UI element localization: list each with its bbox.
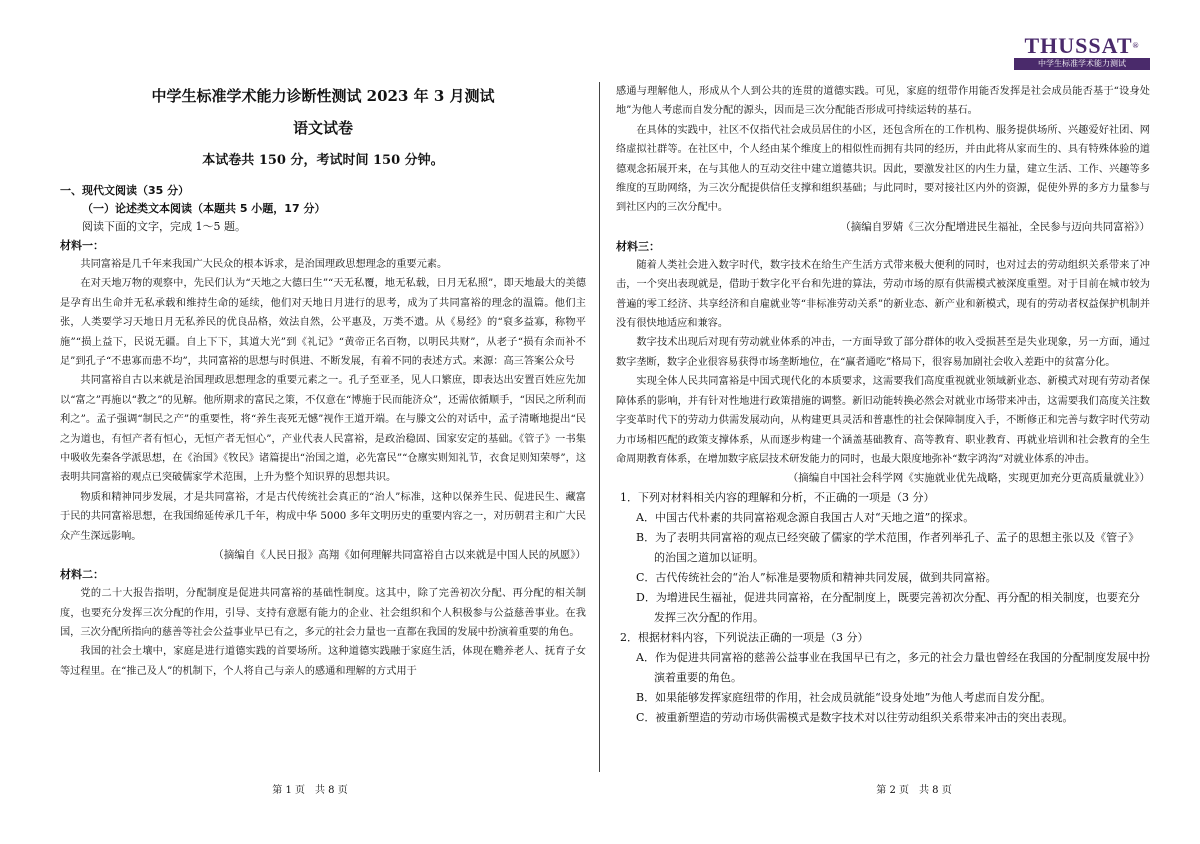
registered-icon: ® <box>1132 41 1140 50</box>
question-2-option-a: A．作为促进共同富裕的慈善公益事业在我国早已有之，多元的社会力量也曾经在我国的分配制度发展中扮演着重要的角色。 <box>636 651 1150 685</box>
material-3-para: 数字技术出现后对现有劳动就业体系的冲击，一方面导致了部分群体的收入受损甚至是失业现象，另一方面，通过数字垄断，数字企业很容易获得市场垄断地位，在“赢者通吃”格局下，很容易加剧社会收入差距中的贫富分化。 <box>616 337 1150 368</box>
exam-title: 中学生标准学术能力诊断性测试 2023 年 3 月测试 <box>151 87 495 105</box>
page-1-footer: 第 1 页 共 8 页 <box>272 785 348 796</box>
exam-subject: 语文试卷 <box>292 119 353 137</box>
question-1-option-b: B．为了表明共同富裕的观点已经突破了儒家的学术范围，作者列举孔子、孟子的思想主张以及《管子》的治国之道加以证明。 <box>636 531 1140 565</box>
page-2 <box>600 0 1200 844</box>
material-1-para: 共同富裕自古以来就是治国理政思想理念的重要元素之一。孔子至亚圣，见人口繁庶，即表达出安置百姓应先加以“富之”再施以“教之”的见解。他所期求的富民之策，不仅意在“博施于民而能济众”，还需依循顺手，“因民之所利而利之”。孟子强调“制民之产”的重要性，将“养生丧死无憾”视作王道开端。在与滕文公的对话中，孟子清晰地提出“民之为道也，有恒产者有恒心，无恒产者无恒心”，产业代表人民富裕，是政治稳固、国家安定的基础。《管子》一书集中吸收先秦各学派思想，在《治国》《牧民》诸篇提出“治国之道，必先富民”“仓廪实则知礼节，衣食足则知荣辱”，这表明共同富裕的观点已突破儒家学术范围，上升为整个知识界的思想共识。 <box>60 375 586 484</box>
material-3-para: 实现全体人民共同富裕是中国式现代化的本质要求，这需要我们高度重视就业领域新业态、新模式对现有劳动者保障体系的影响，并有针对性地进行政策措施的调整。新旧动能转换必然会对就业市场带来冲击，这需要我们高度关注数字变革时代下的劳动力供需发展动向，从构建更具灵活和普惠性的社会保障制度入手，不断修正和完善与数字时代劳动力市场相匹配的政策支撑体系，从而逐步构建一个涵盖基础教育、高等教育、职业教育、再就业培训和社会教育的全生命周期教育体系，在增加数字底层技术研发能力的同时，也最大限度地弥补“数字鸿沟”对就业体系的冲击。 <box>616 376 1150 465</box>
logo-brand: THUSSAT <box>1024 33 1133 58</box>
instruction: 阅读下面的文字，完成 1～5 题。 <box>82 220 246 233</box>
material-1-para: 共同富裕是几千年来我国广大民众的根本诉求，是治国理政思想理念的重要元素。 <box>80 259 448 270</box>
material-3-source: （摘编自中国社会科学网《实施就业优先战略，实现更加充分更高质量就业》） <box>787 472 1150 485</box>
logo-tagline: 中学生标准学术能力测试 <box>1014 58 1150 70</box>
material-1-para: 在对天地万物的观察中，先民们认为“天地之大德曰生”“天无私覆，地无私载，日月无私照”，即天地最大的美德是孕育出生命并无私承载和维持生命的延续，他们对天地日月进行的思考，成为了共同富裕的理念的温篇。他们主张，人类要学习天地日月无私养民的优良品格，效法自然，公平惠及，万类不遗。从《易经》的“裒多益寡，称物平施”“损上益下，民说无疆。自上下下，其道大光”到《礼记》“黄帝正名百物，以明民共财”，从老子“损有余而补不足”到孔子“不患寡而患不均”，共同富裕的思想与时俱进、不断发展，有着不同的表述方式。来源：高三答案公众号 <box>60 278 586 368</box>
material-1-para: 物质和精神同步发展，才是共同富裕，才是古代传统社会真正的“治人”标准，这种以保养生民、促进民生、藏富于民的共同富裕思想，在我国绵延传承几千年，构成中华 5000 多年文明历史的重要内容之一，对历朝君主和广大民众产生深远影响。 <box>60 491 586 542</box>
question-1-option-a: A．中国古代朴素的共同富裕观念源自我国古人对“天地之道”的探求。 <box>636 511 975 525</box>
material-2-para: 我国的社会土壤中，家庭是进行道德实践的首要场所。这种道德实践融于家庭生活，体现在赡养老人、抚育子女等过程里。在“推己及人”的机制下，个人将自己与亲人的感通和理解的方式用于 <box>60 646 586 677</box>
page-2-footer: 第 2 页 共 8 页 <box>876 785 952 796</box>
question-1-option-c: C．古代传统社会的“治人”标准是要物质和精神共同发展，做到共同富裕。 <box>636 571 997 585</box>
question-2-stem: 2．根据材料内容，下列说法正确的一项是（3 分） <box>620 631 869 645</box>
material-1-source: （摘编自《人民日报》高翔《如何理解共同富裕自古以来就是中国人民的夙愿》） <box>213 549 586 562</box>
material-2-para: 感通与理解他人，形成从个人到公共的连贯的道德实践。可见，家庭的纽带作用能否发挥是社会成员能否基于“设身处地”为他人考虑而自发分配的源头，因而是三次分配能否形成可持续运转的基石。 <box>616 86 1150 117</box>
material-1-label: 材料一： <box>60 239 104 252</box>
section-heading: 一、现代文阅读（35 分） <box>60 184 190 197</box>
material-2-label: 材料二： <box>60 568 104 582</box>
material-2-source: （摘编自罗婧《三次分配增进民生福祉，全民参与迈向共同富裕》） <box>840 220 1150 233</box>
material-2-para: 在具体的实践中，社区不仅指代社会成员居住的小区，还包含所在的工作机构、服务提供场所、兴趣爱好社团、网络虚拟社群等。在社区中，个人经由某个维度上的相似性而拥有共同的经历，并由此将从家而生的、具有特殊体验的道德观念拓展开来，在与其他人的互动交往中建立道德共识。因此，要激发社区的内生力量，建立生活、工作、兴趣等多维度的互助网络，为三次分配提供信任支撑和组织基础；与此同时，要对接社区内外的资源，促使外界的多方力量参与到社区内的三次分配中。 <box>616 124 1150 214</box>
question-2-option-c: C．被重新塑造的劳动市场供需模式是数字技术对以往劳动组织关系带来冲击的突出表现。 <box>636 711 1074 725</box>
exam-info: 本试卷共 150 分，考试时间 150 分钟。 <box>202 153 444 168</box>
material-3-para: 随着人类社会进入数字时代，数字技术在给生产生活方式带来极大便利的同时，也对过去的劳动组织关系带来了冲击，一个突出表现就是，借助于数字化平台和先进的算法，劳动市场的原有供需模式被深度重塑。对于目前在城市较为普遍的零工经济、共享经济和自雇就业等“非标准劳动关系”的新业态、新产业和新模式，现有的劳动者权益保护机制并没有很快地适应和兼容。 <box>616 259 1150 330</box>
subsection-heading: （一）论述类文本阅读（本题共 5 小题，17 分） <box>82 202 326 215</box>
question-1-option-d: D．为增进民生福祉，促进共同富裕，在分配制度上，既要完善初次分配、再分配的相关制度，也要充分发挥三次分配的作用。 <box>636 591 1140 625</box>
material-3-label: 材料三： <box>616 239 660 253</box>
question-1-stem: 1．下列对材料相关内容的理解和分析，不正确的一项是（3 分） <box>620 491 935 505</box>
material-2-para: 党的二十大报告指明，分配制度是促进共同富裕的基础性制度。这其中，除了完善初次分配、再分配的相关制度，也要充分发挥三次分配的作用，引导、支持有意愿有能力的企业、社会组织和个人积极参与公益慈善事业。在我国，三次分配所指向的慈善等社会公益事业早已有之，多元的社会力量也一直都在我国的发展中扮演着重要的角色。 <box>60 588 586 638</box>
question-2-option-b: B．如果能够发挥家庭纽带的作用，社会成员就能“设身处地”为他人考虑而自发分配。 <box>636 691 1052 705</box>
